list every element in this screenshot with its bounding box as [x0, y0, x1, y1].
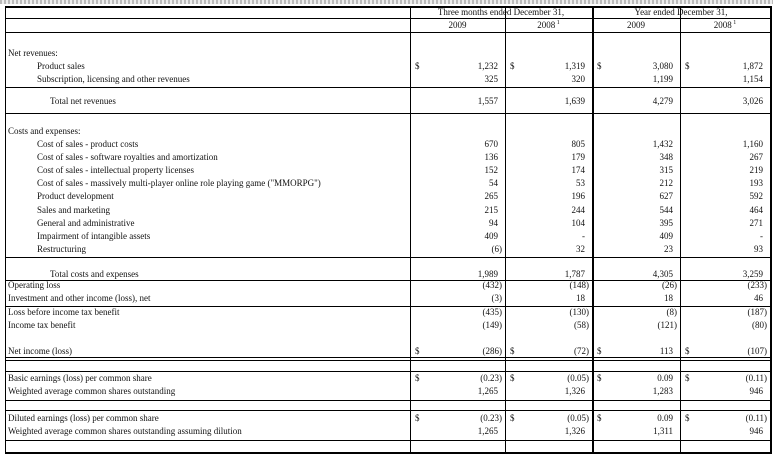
table-cell-value: 4,305 [652, 269, 673, 279]
table-cell-value: 1,872 [742, 61, 763, 71]
table-cell-value: (58) [574, 320, 589, 330]
table-cell-value: 32 [576, 244, 585, 254]
table-cell-value: 320 [571, 74, 585, 84]
table-cell-value: (80) [752, 320, 767, 330]
table-cell-value: 3,259 [742, 269, 763, 279]
divider-line [5, 400, 770, 401]
year-label: 2008 [537, 20, 556, 30]
row-label: Diluted earnings (loss) per common share [8, 413, 159, 423]
table-cell-value: 54 [489, 178, 498, 188]
table-cell-value: 53 [576, 178, 585, 188]
table-cell-value: - [760, 231, 763, 241]
table-cell-value: 409 [484, 231, 498, 241]
row-label: Loss before income tax benefit [8, 307, 120, 317]
table-cell-value: 4,279 [652, 96, 673, 106]
divider-line [5, 113, 770, 114]
table-cell-value: 1,639 [564, 96, 585, 106]
currency-symbol: $ [685, 373, 690, 383]
row-label: Basic earnings (loss) per common share [8, 373, 152, 383]
table-cell-value: 1,432 [652, 139, 673, 149]
table-cell-value: (0.05) [567, 373, 589, 383]
table-cell-value: 1,326 [564, 426, 585, 436]
table-cell-value: (0.11) [745, 373, 767, 383]
table-cell-value: 1,199 [652, 74, 673, 84]
divider-line [5, 440, 770, 441]
row-label: Product development [37, 191, 114, 201]
table-cell-value: 94 [489, 218, 498, 228]
table-cell-value: 1,232 [477, 61, 498, 71]
row-label: General and administrative [37, 218, 135, 228]
table-cell-value: 136 [484, 152, 498, 162]
table-cell-value: 1,154 [742, 74, 763, 84]
table-cell-value: (107) [747, 346, 767, 356]
row-label: Subscription, licensing and other revenues [37, 74, 190, 84]
row-label: Operating loss [8, 280, 61, 290]
table-cell-value: (8) [666, 307, 677, 317]
divider-line [5, 452, 770, 454]
footnote-marker: 1 [731, 20, 737, 26]
table-cell-value: 395 [659, 218, 673, 228]
year-label: 2009 [448, 20, 467, 30]
table-cell-value: 464 [749, 205, 763, 215]
table-cell-value: 1,265 [477, 386, 498, 396]
divider-line [5, 87, 770, 88]
table-cell-value: 1,326 [564, 386, 585, 396]
row-label: Cost of sales - product costs [37, 139, 139, 149]
table-cell-value: 3,026 [742, 96, 763, 106]
row-label: Weighted average common shares outstanding assuming dilution [8, 426, 242, 436]
row-label: Cost of sales - massively multi-player online role playing game ("MMORPG") [37, 178, 321, 188]
currency-symbol: $ [415, 346, 420, 356]
table-cell-value: 592 [749, 191, 763, 201]
table-cell-value: 348 [659, 152, 673, 162]
table-cell-value: (149) [482, 320, 502, 330]
row-label: Restructuring [37, 244, 86, 254]
row-label: Product sales [37, 61, 85, 71]
currency-symbol: $ [597, 413, 602, 423]
table-cell-value: 315 [659, 165, 673, 175]
row-label: Total net revenues [50, 96, 116, 106]
table-cell-value: 23 [664, 244, 673, 254]
divider-line [5, 32, 770, 33]
header-year-2 [592, 19, 680, 32]
currency-symbol: $ [510, 373, 515, 383]
footnote-marker: 1 [555, 20, 560, 26]
table-cell-value: 670 [484, 139, 498, 149]
currency-symbol: $ [685, 413, 690, 423]
table-cell-value: 271 [749, 218, 763, 228]
table-cell-value: (26) [662, 280, 677, 290]
table-cell-value: 18 [664, 293, 673, 303]
top-border [0, 0, 773, 4]
table-cell-value: 113 [659, 346, 673, 356]
table-cell-value: 219 [749, 165, 763, 175]
table-cell-value: (0.11) [745, 413, 767, 423]
row-label: Cost of sales - intellectual property licenses [37, 165, 194, 175]
table-cell-value: (286) [482, 346, 502, 356]
table-cell-value: 193 [749, 178, 763, 188]
table-cell-value: 946 [749, 426, 763, 436]
table-cell-value: (432) [482, 280, 502, 290]
table-cell-value: (148) [569, 280, 589, 290]
row-label: Net revenues: [8, 48, 58, 58]
header-year-0 [410, 19, 505, 32]
currency-symbol: $ [597, 373, 602, 383]
table-cell-value: 18 [576, 293, 585, 303]
row-label: Investment and other income (loss), net [8, 293, 151, 303]
table-cell-value: 409 [659, 231, 673, 241]
currency-symbol: $ [597, 61, 602, 71]
table-cell-value: 325 [484, 74, 498, 84]
table-cell-value: 196 [571, 191, 585, 201]
table-cell-value: 1,311 [653, 426, 673, 436]
table-cell-value: 152 [484, 165, 498, 175]
table-cell-value: (187) [747, 307, 767, 317]
header-year-1 [505, 19, 592, 32]
divider-line [5, 360, 770, 361]
table-cell-value: (6) [491, 244, 502, 254]
table-cell-value: 0.09 [657, 373, 673, 383]
currency-symbol: $ [415, 61, 420, 71]
table-cell-value: 174 [571, 165, 585, 175]
currency-symbol: $ [597, 346, 602, 356]
row-label: Cost of sales - software royalties and amortization [37, 152, 218, 162]
table-cell-value: 805 [571, 139, 585, 149]
year-label: 2008 [713, 20, 732, 30]
row-label: Income tax benefit [8, 320, 76, 330]
table-cell-value: 1,557 [477, 96, 498, 106]
currency-symbol: $ [685, 346, 690, 356]
table-cell-value: (0.23) [480, 413, 502, 423]
row-label: Impairment of intangible assets [37, 231, 151, 241]
table-cell-value: 1,265 [477, 426, 498, 436]
divider-line [5, 410, 770, 411]
row-label: Total costs and expenses [50, 269, 139, 279]
table-cell-value: 1,160 [742, 139, 763, 149]
table-cell-value: (121) [657, 320, 677, 330]
header-year-3 [680, 19, 770, 32]
table-cell-value: (0.23) [480, 373, 502, 383]
table-cell-value: 3,080 [652, 61, 673, 71]
table-cell-value: (0.05) [567, 413, 589, 423]
row-label: Weighted average common shares outstanding [8, 386, 176, 396]
table-cell-value: 93 [754, 244, 763, 254]
table-cell-value: 244 [571, 205, 585, 215]
table-cell-value: 946 [749, 386, 763, 396]
header-three-months: Three months ended December 31, [437, 7, 565, 17]
table-border-left [5, 6, 6, 454]
row-label: Sales and marketing [37, 205, 110, 215]
table-cell-value: (72) [574, 346, 589, 356]
row-label: Costs and expenses: [8, 126, 81, 136]
currency-symbol: $ [415, 413, 420, 423]
table-cell-value: 46 [754, 293, 763, 303]
table-cell-value: 1,787 [564, 269, 585, 279]
currency-symbol: $ [510, 346, 515, 356]
table-cell-value: 627 [659, 191, 673, 201]
table-cell-value: (233) [747, 280, 767, 290]
table-cell-value: 104 [571, 218, 585, 228]
table-cell-value: 544 [659, 205, 673, 215]
table-cell-value: 1,989 [477, 269, 498, 279]
table-cell-value: 267 [749, 152, 763, 162]
currency-symbol: $ [510, 61, 515, 71]
year-label: 2009 [627, 20, 645, 30]
currency-symbol: $ [510, 413, 515, 423]
table-cell-value: (130) [569, 307, 589, 317]
currency-symbol: $ [685, 61, 690, 71]
header-year-ended: Year ended December 31, [634, 7, 728, 17]
table-cell-value: 179 [571, 152, 585, 162]
currency-symbol: $ [415, 373, 420, 383]
row-label: Net income (loss) [8, 346, 72, 356]
table-cell-value: (3) [491, 293, 502, 303]
table-cell-value: 0.09 [657, 413, 673, 423]
table-cell-value: 1,319 [564, 61, 585, 71]
table-cell-value: - [582, 231, 585, 241]
divider-line [5, 257, 770, 258]
table-cell-value: 212 [659, 178, 673, 188]
table-cell-value: 265 [484, 191, 498, 201]
column-divider [770, 6, 772, 454]
table-cell-value: 215 [484, 205, 498, 215]
table-cell-value: 1,283 [652, 386, 673, 396]
table-cell-value: (435) [482, 307, 502, 317]
